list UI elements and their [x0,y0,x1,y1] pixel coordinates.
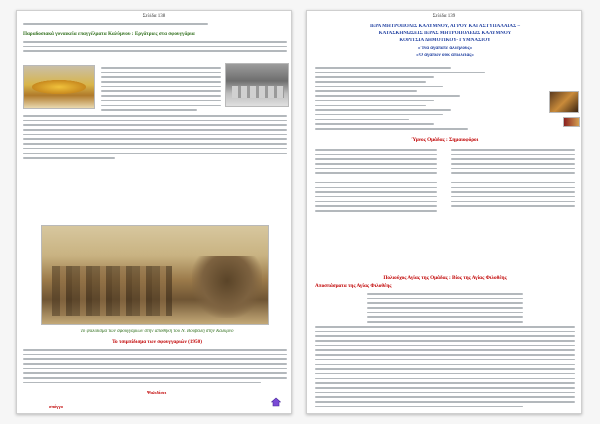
quote-line: «Ἵνα ἀγαπᾶτε ἀλλήλους» [417,46,473,51]
section-heading: Το τσιμπίδισμα των σφουγγαριών (1950) [112,339,202,345]
document-title: ΙΕΡΑ ΜΗΤΡΟΠΟΛΙΣ ΚΑΛΥΜΝΟΥ, ΑΓΡΟΥ ΚΑΙ ΑΣΤΥΠΑΛΑΙΑΣ – [369,24,521,29]
camp-roster [315,67,485,133]
hymn-verses-left [315,149,437,215]
right-page [306,10,582,414]
section-heading: Παραδοσιακά γυναικεία επαγγέλματα Καλύμνου : Εργάτριες στα σφουγγάρια [23,31,195,37]
section-heading: Ύμνος Ομάδας : Σημαιοφόροι [411,137,479,143]
page-header: Σελίδα 138 [142,14,166,19]
intro-text [23,23,287,28]
hymn-verses-right [451,149,575,210]
highlighted-term: σπόγγο [49,404,63,409]
life-excerpt-centered [367,293,523,326]
highlighted-term: Ψαλιδίσει [147,390,167,395]
quote-line: «Ὁ ἀγαπῶν οὐκ ἀπωλείας» [416,53,474,58]
left-page [16,10,292,414]
photo-caption: Το ψαλίδισμα των σφουγγαριών στην αποθήκη του Ν. Βουβάλη στην Κάλυμνο [80,329,234,334]
section-heading: Πολιούχος Αγίας της Ομάδας : Βίος της Αγίας Φιλοθέης [383,275,507,281]
paragraph-text [23,41,287,55]
document-title: ΚΑΤΑΣΚΗΝΩΣΕΙΣ ΙΕΡΑΣ ΜΗΤΡΟΠΟΛΕΩΣ ΚΑΛΥΜΝΟΥ [378,31,512,36]
paragraph-text [23,115,287,162]
life-text [315,326,575,410]
paragraph-text [101,67,221,114]
document-title: ΚΟΡΙΤΣΙΑ ΔΗΜΟΤΙΚΟΥ- ΓΥΜΝΑΣΙΟΥ [399,38,491,43]
sponge-clipping-photo [41,225,269,325]
home-icon[interactable] [271,397,281,407]
page-header: Σελίδα 139 [432,14,456,19]
section-subheading: Αποσπάσματα της Αγίας Φιλοθέης [315,283,392,289]
saint-image [563,117,580,127]
icon-image [549,91,579,113]
sponge-workers-photo [225,63,289,107]
sponges-photo [23,65,95,109]
paragraph-text [23,349,287,387]
